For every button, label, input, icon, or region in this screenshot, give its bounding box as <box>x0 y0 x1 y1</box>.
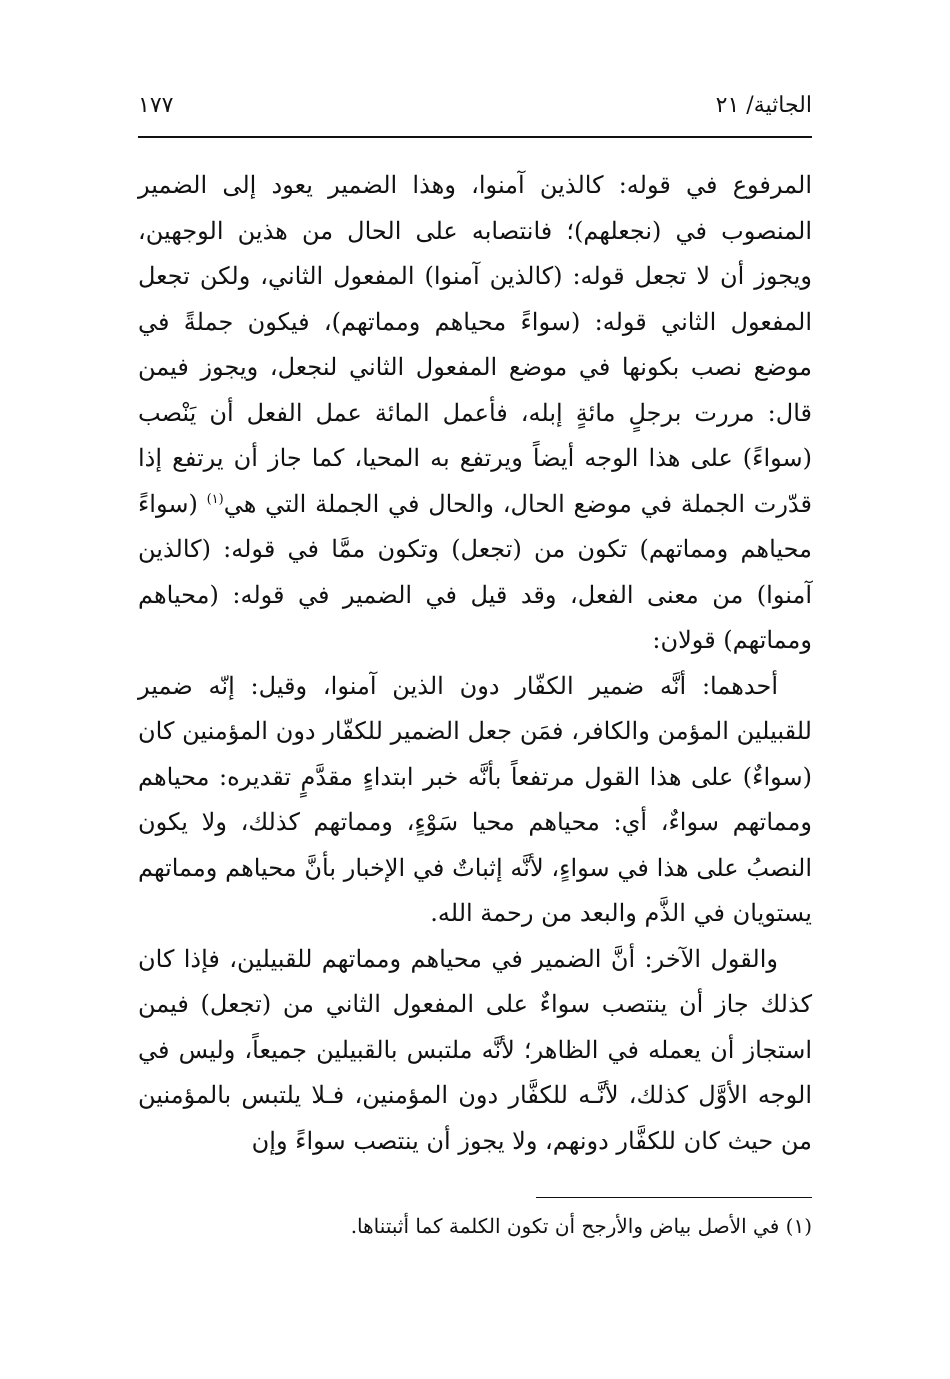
paragraph-1-continued: (سواءً محياهم ومماتهم) تكون من (تجعل) وتكون ممَّا في قوله: (كالذين آمنوا) من معنى الفعل، وقد قيل في الضمير في قوله: (محياهم ومماتهم) قولان: <box>138 489 812 654</box>
chapter-title: الجاثية/ ٢١ <box>715 93 812 118</box>
paragraph-1-text: المرفوع في قوله: كالذين آمنوا، وهذا الضمير يعود إلى الضمير المنصوب في (نجعلهم)؛ فانتصابه على الحال من هذين الوجهين، ويجوز أن لا تجعل قوله: (كالذين آمنوا) المفعول الثاني، ولكن تجعل المفعول الثاني قوله: (سواءً محياهم ومماتهم)، فيكون جملةً في موضع نصب بكونها في موضع المفعول الثاني لنجعل، ويجوز فيمن قال: مررت برجلٍ مائةٍ إبله، فأعمل المائة عمل الفعل أن يَنْصب (سواءً) على هذا الوجه أيضاً ويرتفع به المحيا، كما جاز أن يرتفع إذا قدّرت الجملة في موضع الحال، والحال في الجملة التي هي <box>138 171 813 518</box>
paragraph-2: أحدهما: أنَّه ضمير الكفّار دون الذين آمنوا، وقيل: إنّه ضمير للقبيلين المؤمن والكافر، فمَن جعل الضمير للكفّار دون المؤمنين كان (سواءٌ) على هذا القول مرتفعاً بأنَّه خبر ابتداءٍ مقدَّمٍ تقديره: محياهم ومماتهم سواءٌ، أي: محياهم محيا سَوْءٍ، ومماتهم كذلك، ولا يكون النصبُ على هذا في سواءٍ، لأنَّه إثباتٌ في الإخبار بأنَّ محياهم ومماتهم يستويان في الذَّم والبعد من رحمة الله. <box>138 671 812 927</box>
footnote: (١) في الأصل بياض والأرجح أن تكون الكلمة كما أثبتناها. <box>350 1214 812 1238</box>
page-number: ١٧٧ <box>138 93 174 118</box>
footnote-divider <box>536 1197 812 1198</box>
paragraph-1 <box>138 163 812 664</box>
main-text <box>138 163 812 1164</box>
footnote-marker: (١) <box>206 491 224 507</box>
running-header <box>138 86 812 126</box>
paragraph-3: والقول الآخر: أنَّ الضمير في محياهم ومماتهم للقبيلين، فإذا كان كذلك جاز أن ينتصب سواءٌ على المفعول الثاني من (تجعل) فيمن استجاز أن يعمله في الظاهر؛ لأنَّه ملتبس بالقبيلين جميعاً، وليس في الوجه الأوَّل كذلك، لأنَّـه للكفَّار دون المؤمنين، فـلا يلتبس بالمؤمنين من حيث كان للكفَّار دونهم، ولا يجوز أن ينتصب سواءً وإن <box>138 944 813 1155</box>
header-divider <box>138 136 812 138</box>
